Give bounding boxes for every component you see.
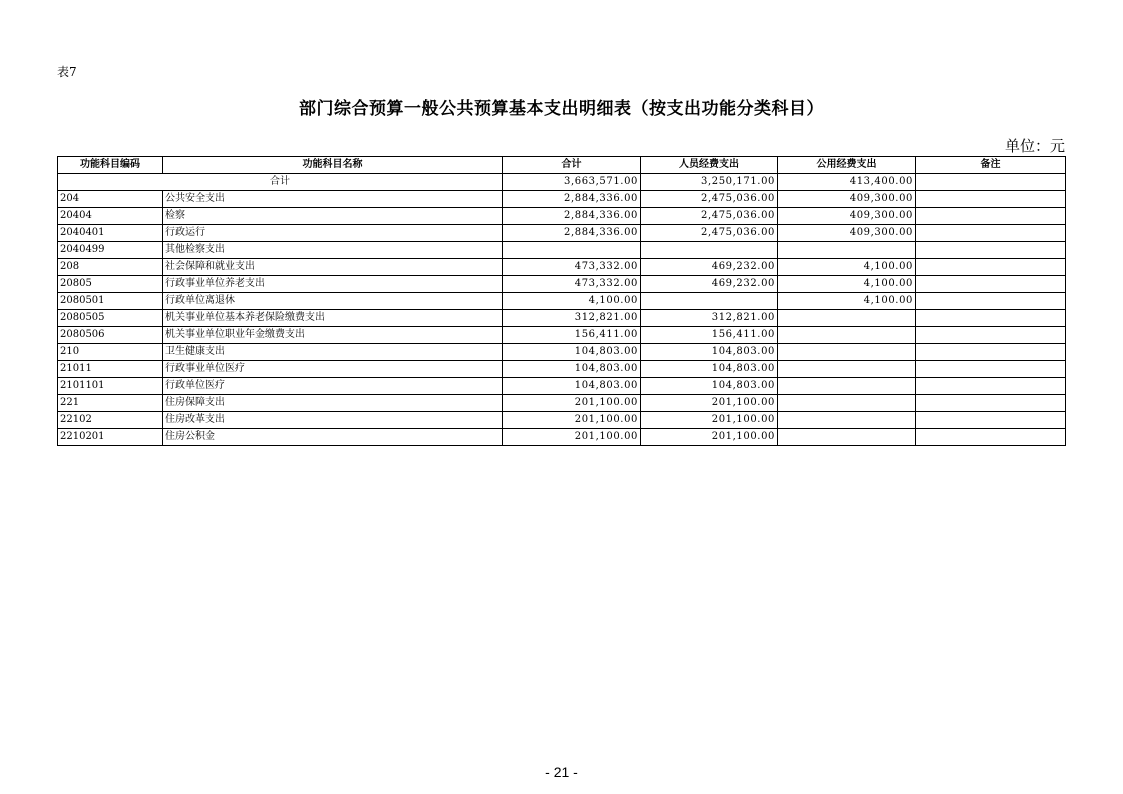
cell-remark	[916, 259, 1066, 276]
cell-total: 104,803.00	[503, 378, 641, 395]
cell-personnel	[641, 242, 778, 259]
cell-code: 2080505	[58, 310, 163, 327]
table-row	[58, 242, 1066, 259]
cell-name: 机关事业单位基本养老保险缴费支出	[163, 310, 503, 327]
cell-public	[778, 242, 916, 259]
page-title: 部门综合预算一般公共预算基本支出明细表（按支出功能分类科目）	[299, 99, 824, 119]
cell-personnel: 201,100.00	[641, 429, 778, 446]
cell-remark	[916, 378, 1066, 395]
cell-public	[778, 412, 916, 429]
unit-label: 单位：元	[1004, 137, 1065, 155]
cell-total	[503, 242, 641, 259]
cell-name: 行政单位医疗	[163, 378, 503, 395]
cell-remark	[916, 429, 1066, 446]
cell-total: 201,100.00	[503, 429, 641, 446]
cell-personnel: 469,232.00	[641, 259, 778, 276]
cell-remark	[916, 395, 1066, 412]
cell-public	[778, 327, 916, 344]
cell-remark	[916, 412, 1066, 429]
cell-code: 2080501	[58, 293, 163, 310]
cell-code: 21011	[58, 361, 163, 378]
total-row	[58, 174, 1066, 191]
cell-total: 201,100.00	[503, 395, 641, 412]
cell-personnel: 469,232.00	[641, 276, 778, 293]
cell-personnel: 312,821.00	[641, 310, 778, 327]
cell-name: 其他检察支出	[163, 242, 503, 259]
cell-total: 473,332.00	[503, 259, 641, 276]
expenditure-table	[57, 156, 1066, 446]
cell-total: 4,100.00	[503, 293, 641, 310]
cell-public	[778, 429, 916, 446]
cell-remark	[916, 225, 1066, 242]
cell-public: 4,100.00	[778, 259, 916, 276]
table-row	[58, 293, 1066, 310]
cell-public	[778, 310, 916, 327]
cell-public	[778, 378, 916, 395]
cell-personnel: 104,803.00	[641, 378, 778, 395]
cell-personnel: 2,475,036.00	[641, 225, 778, 242]
cell-code: 221	[58, 395, 163, 412]
cell-remark	[916, 242, 1066, 259]
cell-name: 行政事业单位养老支出	[163, 276, 503, 293]
cell-personnel: 104,803.00	[641, 344, 778, 361]
cell-public	[778, 361, 916, 378]
cell-remark	[916, 293, 1066, 310]
cell-public	[778, 344, 916, 361]
cell-total: 104,803.00	[503, 344, 641, 361]
col-header-remark: 备注	[916, 157, 1066, 174]
cell-remark	[916, 361, 1066, 378]
table-row	[58, 395, 1066, 412]
cell-name: 住房公积金	[163, 429, 503, 446]
col-header-personnel: 人员经费支出	[641, 157, 778, 174]
cell-name: 检察	[163, 208, 503, 225]
cell-remark	[916, 276, 1066, 293]
cell-name: 行政运行	[163, 225, 503, 242]
table-row	[58, 310, 1066, 327]
total-row-public: 413,400.00	[778, 174, 916, 191]
table-row	[58, 378, 1066, 395]
cell-remark	[916, 344, 1066, 361]
cell-total: 473,332.00	[503, 276, 641, 293]
table-row	[58, 412, 1066, 429]
col-header-total: 合计	[503, 157, 641, 174]
cell-remark	[916, 208, 1066, 225]
cell-personnel: 201,100.00	[641, 395, 778, 412]
cell-personnel: 104,803.00	[641, 361, 778, 378]
table-row	[58, 361, 1066, 378]
page-number: - 21 -	[545, 764, 578, 780]
cell-remark	[916, 327, 1066, 344]
col-header-code: 功能科目编码	[58, 157, 163, 174]
cell-code: 2101101	[58, 378, 163, 395]
cell-public: 4,100.00	[778, 293, 916, 310]
table-row	[58, 327, 1066, 344]
total-row-personnel: 3,250,171.00	[641, 174, 778, 191]
cell-code: 2040499	[58, 242, 163, 259]
cell-total: 201,100.00	[503, 412, 641, 429]
cell-name: 住房改革支出	[163, 412, 503, 429]
cell-personnel: 2,475,036.00	[641, 208, 778, 225]
cell-code: 208	[58, 259, 163, 276]
cell-remark	[916, 191, 1066, 208]
total-row-total: 3,663,571.00	[503, 174, 641, 191]
total-row-label: 合计	[58, 174, 503, 191]
cell-name: 行政单位离退休	[163, 293, 503, 310]
table-row	[58, 344, 1066, 361]
cell-code: 2040401	[58, 225, 163, 242]
total-row-remark	[916, 174, 1066, 191]
col-header-name: 功能科目名称	[163, 157, 503, 174]
cell-code: 22102	[58, 412, 163, 429]
cell-code: 210	[58, 344, 163, 361]
cell-code: 204	[58, 191, 163, 208]
table-row	[58, 208, 1066, 225]
table-row	[58, 259, 1066, 276]
cell-remark	[916, 310, 1066, 327]
cell-code: 20404	[58, 208, 163, 225]
cell-public: 4,100.00	[778, 276, 916, 293]
cell-name: 社会保障和就业支出	[163, 259, 503, 276]
cell-public: 409,300.00	[778, 191, 916, 208]
table-row	[58, 276, 1066, 293]
cell-code: 20805	[58, 276, 163, 293]
cell-name: 机关事业单位职业年金缴费支出	[163, 327, 503, 344]
cell-total: 2,884,336.00	[503, 208, 641, 225]
cell-personnel: 201,100.00	[641, 412, 778, 429]
table-row	[58, 429, 1066, 446]
cell-total: 2,884,336.00	[503, 225, 641, 242]
header-row	[58, 157, 1066, 174]
cell-public: 409,300.00	[778, 225, 916, 242]
cell-name: 行政事业单位医疗	[163, 361, 503, 378]
cell-personnel	[641, 293, 778, 310]
cell-personnel: 2,475,036.00	[641, 191, 778, 208]
table-row	[58, 225, 1066, 242]
cell-total: 156,411.00	[503, 327, 641, 344]
col-header-public: 公用经费支出	[778, 157, 916, 174]
cell-code: 2210201	[58, 429, 163, 446]
cell-code: 2080506	[58, 327, 163, 344]
cell-name: 住房保障支出	[163, 395, 503, 412]
cell-personnel: 156,411.00	[641, 327, 778, 344]
cell-name: 卫生健康支出	[163, 344, 503, 361]
cell-total: 104,803.00	[503, 361, 641, 378]
table-row	[58, 191, 1066, 208]
cell-public	[778, 395, 916, 412]
cell-public: 409,300.00	[778, 208, 916, 225]
table-label: 表7	[57, 65, 77, 79]
cell-name: 公共安全支出	[163, 191, 503, 208]
cell-total: 312,821.00	[503, 310, 641, 327]
cell-total: 2,884,336.00	[503, 191, 641, 208]
